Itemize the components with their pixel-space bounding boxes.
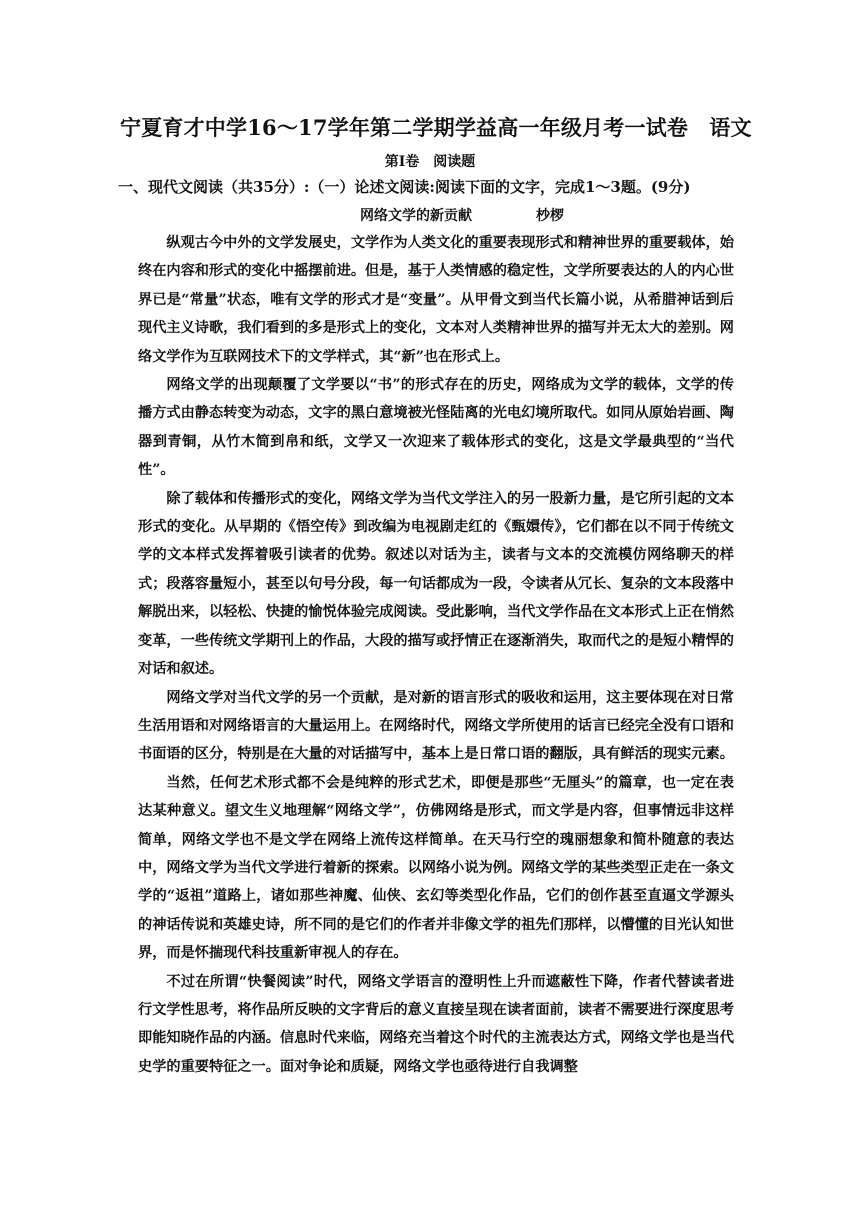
article-header (360, 206, 564, 226)
article-title: 网络文学的新贡献 (360, 208, 472, 224)
paragraph: 纵观古今中外的文学发展史，文学作为人类文化的重要表现形式和精神世界的重要载体，始终在内容和形式的变化中摇摆前进。但是，基于人类情感的稳定性，文学所要表达的人的内心世界已是“常量”状态，唯有文学的形式才是“变量”。从甲骨文到当代长篇小说，从希腊神话到后现代主义诗歌，我们看到的多是形式上的变化，文本对人类精神世界的描写并无太大的差别。网络文学作为互联网技术下的文学样式，其“新”也在形式上。 (138, 235, 734, 365)
paragraph: 除了载体和传播形式的变化，网络文学为当代文学注入的另一股新力量，是它所引起的文本形式的变化。从早期的《悟空传》到改编为电视剧走红的《甄嬛传》，它们都在以不同于传统文学的文本样式发挥着吸引读者的优势。叙述以对话为主，读者与文本的交流模仿网络聊天的样式；段落容量短小，甚至以句号分段，每一句话都成为一段，令读者从冗长、复杂的文本段落中解脱出来，以轻松、快捷的愉悦体验完成阅读。受此影响，当代文学作品在文本形式上正在悄然变革，一些传统文学期刊上的作品，大段的描写或抒情正在逐渐消失，取而代之的是短小精悍的对话和叙述。 (138, 490, 734, 678)
article-body (138, 229, 734, 1081)
paragraph: 网络文学的出现颠覆了文学要以“书”的形式存在的历史，网络成为文学的载体，文学的传播方式由静态转变为动态，文字的黑白意境被光怪陆离的光电幻境所取代。如同从原始岩画、陶器到青铜，从竹木简到帛和纸，文学又一次迎来了载体形式的变化，这是文学最典型的“当代性”。 (138, 377, 734, 479)
section-heading: 一、现代文阅读（共35分）:（一）论述文阅读:阅读下面的文字，完成1～3题。(9分) (118, 178, 691, 196)
volume-heading: 第Ⅰ卷 阅读题 (384, 154, 476, 170)
paragraph: 不过在所谓“快餐阅读”时代，网络文学语言的澄明性上升而遮蔽性下降，作者代替读者进行文学性思考，将作品所反映的文字背后的意义直接呈现在读者面前，读者不需要进行深度思考即能知晓作品的内涵。信息时代来临，网络充当着这个时代的主流表达方式，网络文学也是当代史学的重要特征之一。面对争论和质疑，网络文学也亟待进行自我调整 (138, 973, 734, 1075)
article-author: 杪椤 (536, 208, 564, 224)
paragraph: 当然，任何艺术形式都不会是纯粹的形式艺术，即便是那些“无厘头”的篇章，也一定在表达某种意义。望文生义地理解“网络文学”，仿佛网络是形式，而文学是内容，但事情远非这样简单，网络文学也不是文学在网络上流传这样简单。在天马行空的瑰丽想象和简朴随意的表达中，网络文学为当代文学进行着新的探索。以网络小说为例。网络文学的某些类型正走在一条文学的“返祖”道路上，诸如那些神魔、仙侠、玄幻等类型化作品，它们的创作甚至直逼文学源头的神话传说和英雄史诗，所不同的是它们的作者并非像文学的祖先们那样，以懵懂的目光认知世界，而是怀揣现代科技重新审视人的存在。 (138, 774, 734, 962)
paragraph: 网络文学对当代文学的另一个贡献，是对新的语言形式的吸收和运用，这主要体现在对日常生活用语和对网络语言的大量运用上。在网络时代，网络文学所使用的话言已经完全没有口语和书面语的区分，特别是在大量的对话描写中，基本上是日常口语的翻版，具有鲜活的现实元素。 (138, 689, 734, 763)
exam-title: 宁夏育才中学16～17学年第二学期学益高一年级月考一试卷 语文 (120, 115, 752, 140)
